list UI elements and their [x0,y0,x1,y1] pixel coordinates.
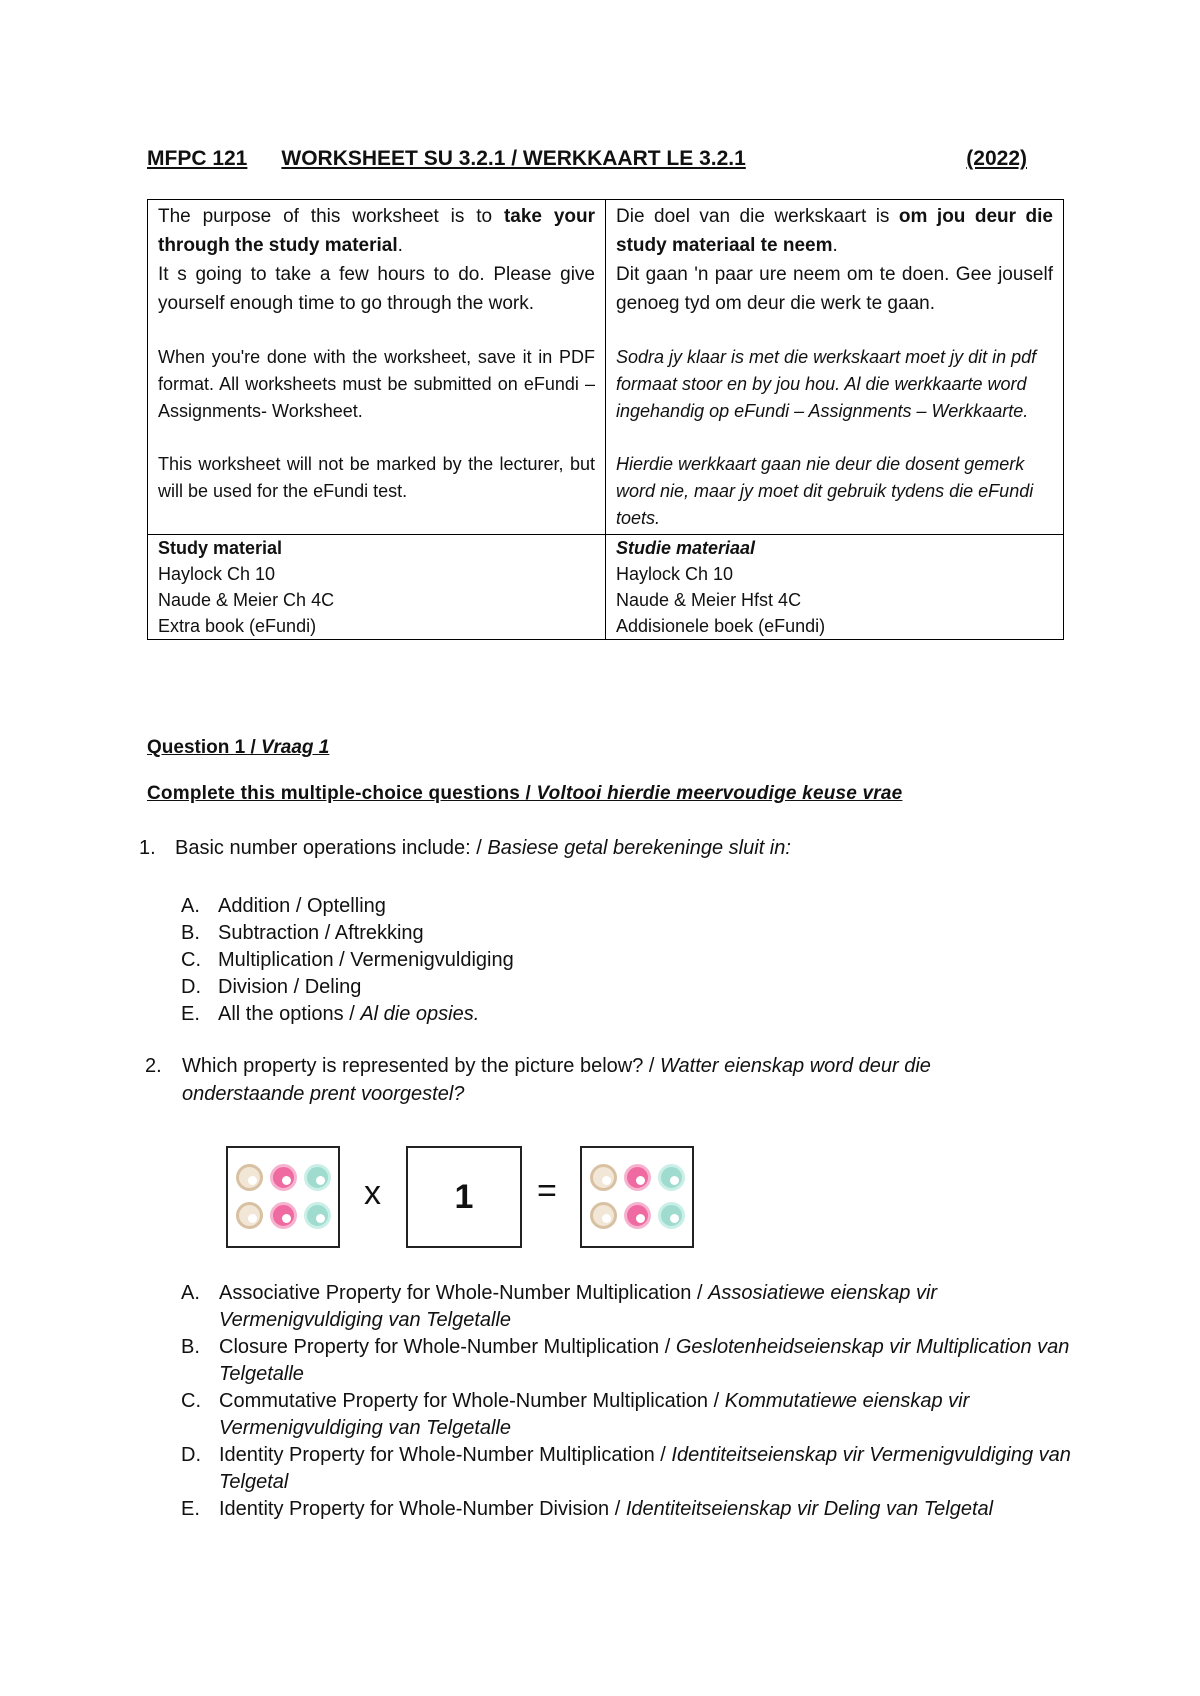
donut-icon [590,1164,617,1191]
marked-note-af: Hierdie werkkaart gaan nie deur die dosent gemerk word nie, maar jy moet dit gebruik tydens die eFundi toets. [616,454,1034,528]
donut-icon [590,1202,617,1229]
donut-icon [624,1164,651,1191]
study-item: Naude & Meier Hfst 4C [616,590,802,610]
question-number: 2. [145,1055,162,1077]
study-material-heading-en: Study material [158,538,283,558]
purpose-row [148,200,1064,535]
equals-symbol: = [537,1172,557,1210]
time-note-en: It s going to take a few hours to do. Please give yourself enough time to go through the work. [158,264,595,314]
donut-icon [658,1202,685,1229]
study-material-cell-en [148,535,606,640]
option-item: A. Addition / Optelling [181,895,386,917]
question-heading: Question 1 / Vraag 1 [147,737,330,758]
worksheet-title: WORKSHEET SU 3.2.1 / WERKKAART LE 3.2.1 [281,147,746,170]
purpose-cell-en: The purpose of this worksheet is to take your through the study material. It s going to take a few hours to do. Please give yourself enough time to go through the work. When you're done with the worksheet, save it in PDF format. All worksheets must be submitted on eFundi – Assignments- Worksheet. This worksheet will not be marked by the lecturer, but will be used for the eFundi test. [148,200,606,535]
document-header [147,147,1027,171]
times-symbol: x [364,1174,381,1212]
donut-icon [304,1202,331,1229]
save-note-af: Sodra jy klaar is met die werkskaart moet jy dit in pdf formaat stoor en by jou hou. Al die werkkaarte word ingehandig op eFundi – Assignments – Werkkaarte. [616,347,1037,421]
study-material-heading-af: Studie materiaal [616,538,756,558]
course-code: MFPC 121 [147,147,248,170]
study-item: Naude & Meier Ch 4C [158,590,335,610]
question-1-options [181,893,514,1028]
study-item: Haylock Ch 10 [158,564,276,584]
study-item: Addisionele boek (eFundi) [616,616,826,636]
donut-icon [236,1202,263,1229]
donut-icon [236,1164,263,1191]
question-number: 1. [139,837,156,859]
donut-icon [624,1202,651,1229]
option-item: E. All the options / Al die opsies. [181,1003,480,1025]
identity-property-picture [226,1146,701,1254]
donut-icon [658,1164,685,1191]
donut-group-left [226,1146,340,1248]
option-item: B. Closure Property for Whole-Number Multiplication / Geslotenheidseienskap vir Multiplication van Telgetalle [181,1336,1070,1385]
donut-icon [270,1164,297,1191]
option-item: D. Division / Deling [181,976,362,998]
marked-note-en: This worksheet will not be marked by the lecturer, but will be used for the eFundi test. [158,454,595,501]
option-item: D. Identity Property for Whole-Number Multiplication / Identiteitseienskap vir Vermenigvuldiging van Telgetal [181,1444,1071,1493]
option-item: B. Subtraction / Aftrekking [181,922,424,944]
question-1-text: 1. Basic number operations include: / Basiese getal berekeninge sluit in: [139,837,791,859]
option-item: E. Identity Property for Whole-Number Division / Identiteitseienskap vir Deling van Telgetal [181,1498,994,1520]
purpose-emphasis-en: take your through the study material [158,206,595,256]
question-2-options [181,1280,1071,1523]
purpose-emphasis-af: om jou deur die study materiaal te neem [616,206,1053,256]
save-note-en: When you're done with the worksheet, save it in PDF format. All worksheets must be submitted on eFundi – Assignments- Worksheet. [158,347,595,421]
one-box: 1 [406,1146,522,1248]
option-item: C. Commutative Property for Whole-Number Multiplication / Kommutatiewe eienskap vir Vermenigvuldiging van Telgetalle [181,1390,970,1439]
study-item: Extra book (eFundi) [158,616,317,636]
study-material-cell-af [606,535,1064,640]
question-2-text: 2. Which property is represented by the picture below? / Watter eienskap word deur die onderstaande prent voorgestel? [145,1052,1045,1108]
option-item: A. Associative Property for Whole-Number Multiplication / Assosiatiewe eienskap vir Vermenigvuldiging van Telgetalle [181,1282,938,1331]
purpose-cell-af: Die doel van die werkskaart is om jou deur die study materiaal te neem. Dit gaan 'n paar ure neem om te doen. Gee jouself genoeg tyd om deur die werk te gaan. Sodra jy klaar is met die werkskaart moet jy dit in pdf formaat stoor en by jou hou. Al die werkkaarte word ingehandig op eFundi – Assignments – Werkkaarte. Hierdie werkkaart gaan nie deur die dosent gemerk word nie, maar jy moet dit gebruik tydens die eFundi toets. [606,200,1064,535]
time-note-af: Dit gaan 'n paar ure neem om te doen. Gee jouself genoeg tyd om deur die werk te gaan. [616,264,1053,314]
question-instruction: Complete this multiple-choice questions / Voltooi hierdie meervoudige keuse vrae [147,783,903,804]
info-table [147,199,1064,640]
study-item: Haylock Ch 10 [616,564,734,584]
worksheet-year: (2022) [966,147,1027,170]
study-material-row [148,535,1064,640]
donut-icon [304,1164,331,1191]
donut-group-right [580,1146,694,1248]
donut-icon [270,1202,297,1229]
option-item: C. Multiplication / Vermenigvuldiging [181,949,514,971]
